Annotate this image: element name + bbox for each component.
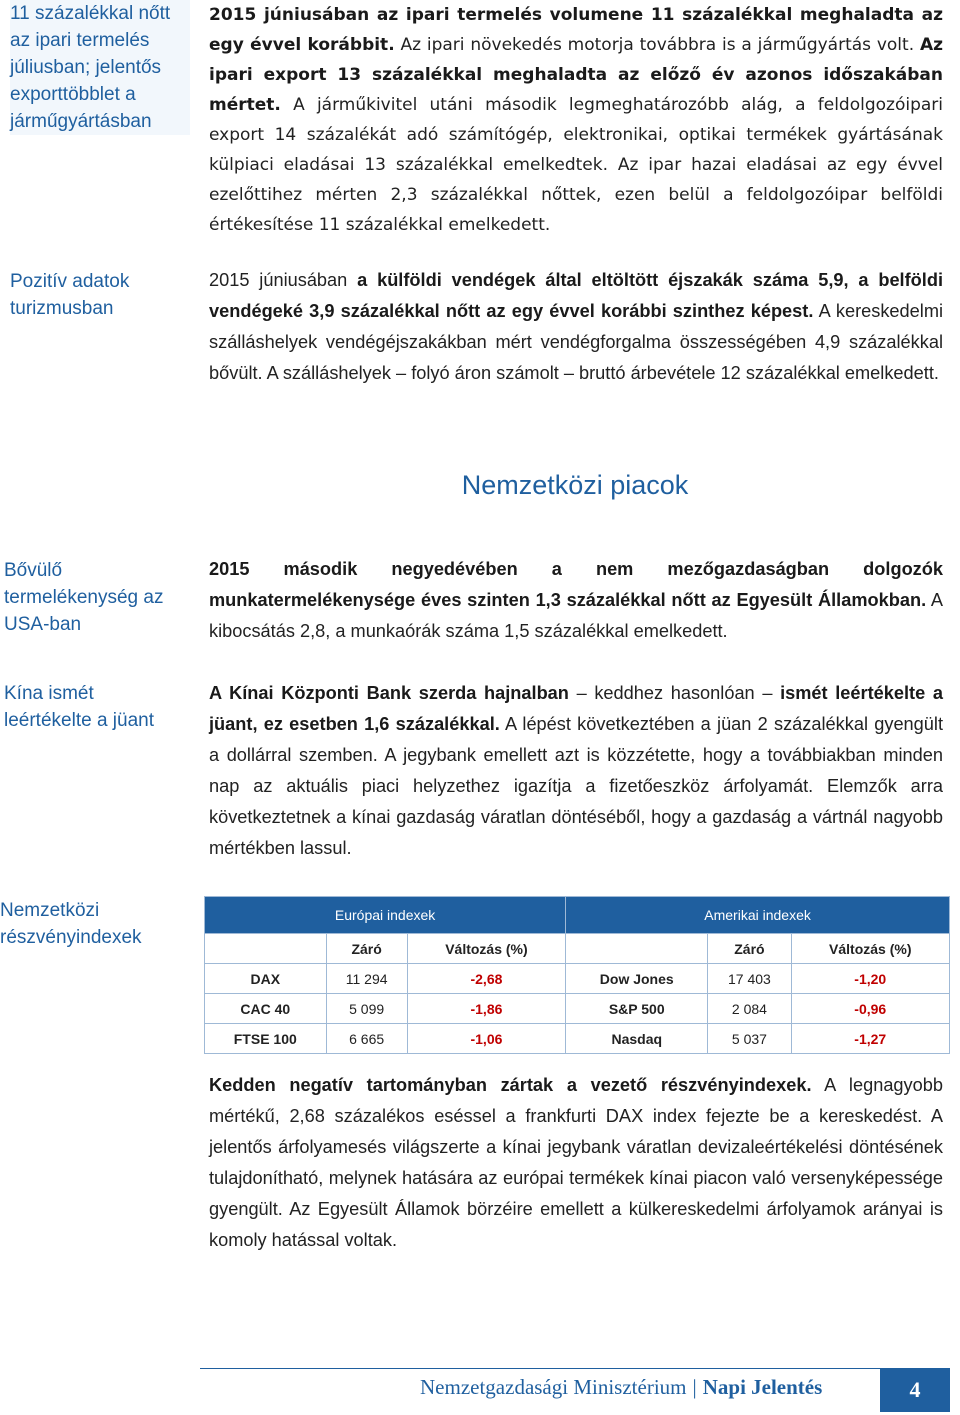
european-indices-header: Európai indexek <box>205 897 566 934</box>
bold-text: ismét leértékelte a jüant, ez esetben 1,6 százalékkal. <box>209 683 943 734</box>
text: A legnagyobb mértékű, 2,68 százalékos eséssel a frankfurti DAX index fejezte be a kereskedést. A jelentős árfolyamesés világszerte a kínai jegybank váratlan devizaleértékelési döntésének tulajdonítható, melynek hatására az európai termékek kínai piacon való versenyképessége gyengült. Az Egyesült Államok börzéire emellett a külkereskedelmi árfolyamok arányai is komoly hatással voltak. <box>209 1075 943 1250</box>
index-name: CAC 40 <box>205 994 327 1024</box>
text: 2015 júniusában <box>209 270 358 290</box>
footer-separator: | <box>692 1375 697 1399</box>
column-change: Változás (%) <box>407 934 565 964</box>
index-close: 17 403 <box>708 964 791 994</box>
table-column-header <box>205 934 950 964</box>
bold-text: 2015 júniusában az ipari termelés volumene 11 százalékkal meghaladta az egy évvel korábbit. <box>209 5 943 55</box>
index-change: -1,27 <box>791 1024 949 1054</box>
index-close: 6 665 <box>326 1024 407 1054</box>
index-close: 11 294 <box>326 964 407 994</box>
index-change: -2,68 <box>407 964 565 994</box>
paragraph-tourism <box>209 265 943 389</box>
index-name: S&P 500 <box>566 994 708 1024</box>
text: A járműkivitel utáni második legmeghatározóbb alág, a feldolgozóipari export 14 százalékát adó számítógép, elektronikai, optikai termékek gyártásának külpiaci eladásai 13 százalékkal emelkedtek. Az ipar hazai eladásai az egy évvel ezelőttihez mérten 2,3 százalékkal nőttek, ezen belül a feldolgozóipar belföldi értékesítése 11 százalékkal emelkedett. <box>209 95 943 235</box>
section-heading-international: Nemzetközi piacok <box>461 470 689 500</box>
text: A lépést következtében a jüan 2 százalékkal gyengült a dollárral szemben. A jegybank emellett azt is közzétette, hogy a továbbiakban minden nap az aktuális piaci helyzethez igazítja a fizetőeszköz árfolyamát. Elemzők arra következtetnek a kínai gazdaság váratlan döntéséből, hogy a gazdaság a vártnál nagyobb mértékben lassul. <box>209 714 943 858</box>
index-change: -1,86 <box>407 994 565 1024</box>
table-row <box>205 964 950 994</box>
empty-header-cell <box>205 934 327 964</box>
page-number: 4 <box>880 1368 950 1412</box>
text: – keddhez hasonlóan – <box>568 683 781 703</box>
sidebar-heading-china: Kína ismét leértékelte a jüant <box>4 683 154 731</box>
index-name: Nasdaq <box>566 1024 708 1054</box>
paragraph-indices <box>209 1070 943 1256</box>
paragraph-usa <box>209 554 943 647</box>
column-change: Változás (%) <box>791 934 949 964</box>
bold-text: 2015 második negyedévében a nem mezőgazdaságban dolgozók munkatermelékenysége éves szinten 1,3 százalékkal nőtt az Egyesült Államokban. <box>209 559 943 610</box>
bold-text: Az ipari export 13 százalékkal meghaladta az előző év azonos időszakában mértet. <box>209 35 943 115</box>
sidebar-heading-industry: 11 százalékkal nőtt az ipari termelés júliusban; jelentős exporttöbblet a járműgyártásban <box>10 0 190 135</box>
index-change: -1,06 <box>407 1024 565 1054</box>
paragraph-industry <box>209 0 943 240</box>
sidebar-heading-tourism: Pozitív adatok turizmusban <box>10 271 130 319</box>
index-change: -0,96 <box>791 994 949 1024</box>
index-close: 5 037 <box>708 1024 791 1054</box>
bold-text: Kedden negatív tartományban zártak a vezető részvényindexek. <box>209 1075 812 1095</box>
index-close: 2 084 <box>708 994 791 1024</box>
table-group-header <box>205 897 950 934</box>
sidebar-heading-usa: Bővülő termelékenység az USA-ban <box>4 560 164 635</box>
stock-index-table <box>204 896 950 1054</box>
sidebar-heading-indices: Nemzetközi részvényindexek <box>0 900 142 948</box>
table-row <box>205 1024 950 1054</box>
text: A kibocsátás 2,8, a munkaórák száma 1,5 százalékkal emelkedett. <box>209 590 944 641</box>
bold-text: A Kínai Központi Bank szerda hajnalban <box>209 683 569 703</box>
american-indices-header: Amerikai indexek <box>566 897 950 934</box>
index-name: FTSE 100 <box>205 1024 327 1054</box>
report-name: Napi Jelentés <box>702 1375 823 1399</box>
bold-text: a külföldi vendégek által eltöltött éjszakák száma 5,9, a belföldi vendégeké 3,9 százalékkal nőtt az egy évvel korábbi szinthez képest. <box>209 270 943 321</box>
paragraph-china <box>209 678 943 864</box>
column-close: Záró <box>326 934 407 964</box>
footer <box>420 1375 822 1400</box>
index-close: 5 099 <box>326 994 407 1024</box>
index-name: Dow Jones <box>566 964 708 994</box>
ministry-name: Nemzetgazdasági Minisztérium <box>420 1375 687 1399</box>
footer-divider <box>200 1368 900 1369</box>
text: A kereskedelmi szálláshelyek vendégéjszakákban mért vendégforgalma összességében 4,9 százalékkal bővült. A szálláshelyek – folyó áron számolt – bruttó árbevétele 12 százalékkal emelkedett. <box>209 301 944 383</box>
text: Az ipari növekedés motorja továbbra is a járműgyártás volt. <box>394 35 920 55</box>
column-close: Záró <box>708 934 791 964</box>
index-change: -1,20 <box>791 964 949 994</box>
index-name: DAX <box>205 964 327 994</box>
table-row <box>205 994 950 1024</box>
empty-header-cell <box>566 934 708 964</box>
